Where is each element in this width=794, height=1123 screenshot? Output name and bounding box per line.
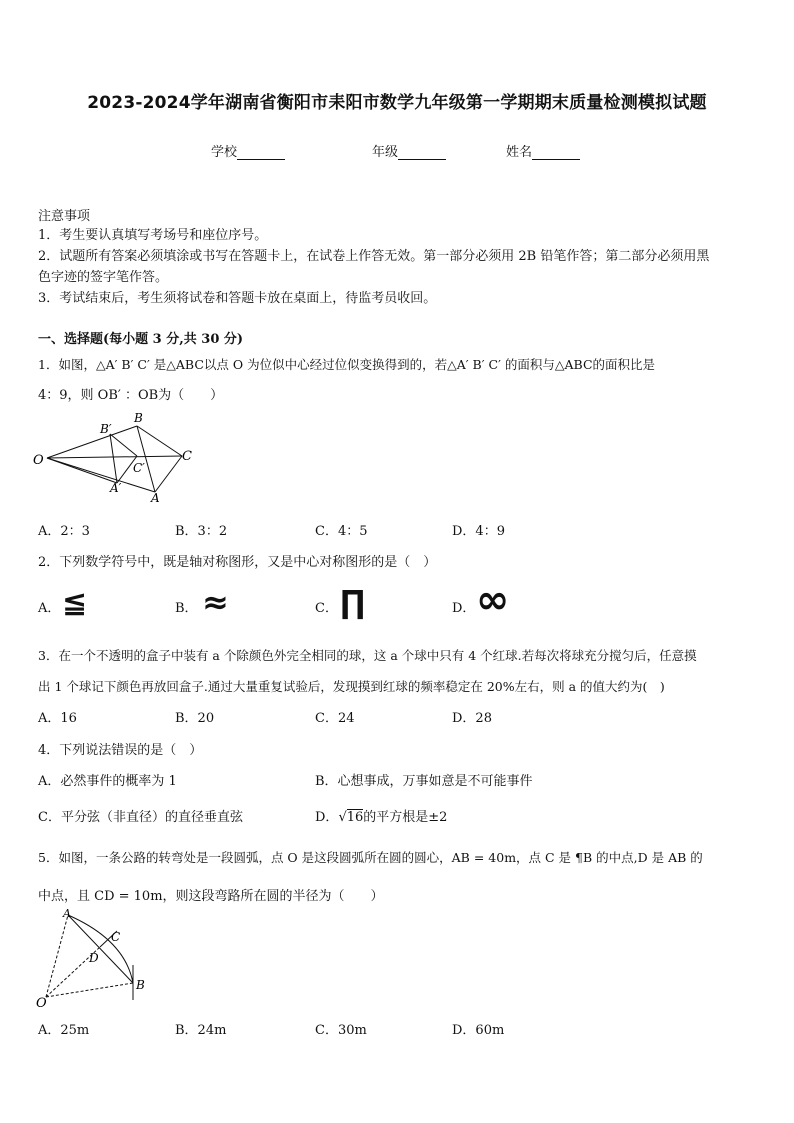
q4-option-d[interactable] bbox=[315, 806, 447, 825]
q4-option-c[interactable]: C．平分弦（非直径）的直径垂直弦 bbox=[38, 810, 243, 825]
q2-option-c[interactable] bbox=[315, 597, 338, 616]
q5-label-O: O bbox=[36, 996, 47, 1010]
q1-stem-cont: 4：9，则 OB′ ：OB为（ ） bbox=[38, 388, 224, 403]
q4-option-d-radicand: 16 bbox=[346, 810, 364, 825]
q2-option-c-label: C． bbox=[315, 601, 338, 616]
notice-item-2-cont: 色字迹的签字笔作答。 bbox=[38, 270, 169, 285]
q3-option-b[interactable]: B．20 bbox=[175, 711, 215, 726]
section-heading: 一、选择题(每小题 3 分,共 30 分) bbox=[38, 332, 244, 347]
q2-option-b[interactable] bbox=[175, 597, 198, 616]
grade-label: 年级 bbox=[372, 145, 399, 160]
notice-item-2: 2．试题所有答案必须填涂或书写在答题卡上，在试卷上作答无效。第一部分必须用 2B 铅笔作答；第二部分必须用黑 bbox=[38, 249, 710, 264]
q1-label-B: B bbox=[134, 411, 143, 425]
q1-label-C: C bbox=[182, 449, 192, 464]
q2-option-a[interactable] bbox=[38, 597, 60, 616]
approx-symbol-icon: ≈ bbox=[202, 583, 229, 621]
product-symbol-icon: ∏ bbox=[340, 583, 366, 621]
less-equal-symbol-icon: ≦ bbox=[62, 585, 88, 620]
school-field bbox=[211, 141, 285, 160]
q5-stem-cont: 中点，且 CD = 10m，则这段弯路所在圆的半径为（ ） bbox=[38, 889, 384, 904]
q2-stem: 2．下列数学符号中，既是轴对称图形，又是中心对称图形的是（ ） bbox=[38, 555, 437, 570]
q3-option-c[interactable]: C．24 bbox=[315, 711, 355, 726]
infinity-symbol-icon: ∞ bbox=[476, 577, 510, 623]
q1-option-b[interactable]: B．3：2 bbox=[175, 524, 228, 539]
q1-label-O: O bbox=[33, 453, 44, 468]
q4-option-a[interactable]: A．必然事件的概率为 1 bbox=[38, 774, 177, 789]
q5-option-a[interactable]: A．25m bbox=[38, 1023, 90, 1038]
q3-stem: 3．在一个不透明的盒子中装有 a 个除颜色外完全相同的球，这 a 个球中只有 4 个红球.若每次将球充分搅匀后，任意摸 bbox=[38, 648, 697, 663]
q5-label-D: D bbox=[89, 951, 99, 965]
q1-stem: 1．如图，△A′ B′ C′ 是△ABC以点 O 为位似中心经过位似变换得到的，若△A′ B′ C′ 的面积与△ABC的面积比是 bbox=[38, 357, 656, 372]
q1-figure bbox=[30, 408, 200, 508]
q3-option-d[interactable]: D．28 bbox=[452, 711, 492, 726]
notice-item-3: 3．考试结束后，考生须将试卷和答题卡放在桌面上，待监考员收回。 bbox=[38, 291, 437, 306]
q5-option-c[interactable]: C．30m bbox=[315, 1023, 367, 1038]
q5-label-A: A bbox=[63, 907, 71, 920]
q2-option-d[interactable] bbox=[452, 597, 475, 616]
q1-option-c[interactable]: C．4：5 bbox=[315, 524, 368, 539]
q5-label-B: B bbox=[136, 978, 145, 992]
q2-option-b-label: B． bbox=[175, 601, 198, 616]
q4-option-d-prefix: D． bbox=[315, 810, 339, 825]
q4-option-b[interactable]: B．心想事成，万事如意是不可能事件 bbox=[315, 774, 533, 789]
q2-option-d-label: D． bbox=[452, 601, 476, 616]
name-label: 姓名 bbox=[506, 145, 533, 160]
q1-option-d[interactable]: D．4：9 bbox=[452, 524, 505, 539]
q1-label-A: A bbox=[151, 491, 160, 505]
exam-title: 2023-2024学年湖南省衡阳市耒阳市数学九年级第一学期期末质量检测模拟试题 bbox=[87, 93, 707, 113]
q1-option-a[interactable]: A．2：3 bbox=[38, 524, 90, 539]
q3-stem-cont: 出 1 个球记下颜色再放回盒子.通过大量重复试验后，发现摸到红球的频率稳定在 20%左右，则 a 的值大约为( ) bbox=[38, 679, 665, 694]
notice-heading: 注意事项 bbox=[38, 209, 91, 224]
q2-option-a-label: A． bbox=[38, 601, 61, 616]
q3-option-a[interactable]: A．16 bbox=[38, 711, 77, 726]
school-label: 学校 bbox=[211, 145, 238, 160]
q1-label-B1: B′ bbox=[100, 422, 112, 436]
name-blank bbox=[532, 147, 580, 160]
school-blank bbox=[237, 147, 285, 160]
grade-blank bbox=[398, 147, 446, 160]
name-field bbox=[506, 141, 580, 160]
q5-label-C: C bbox=[111, 930, 121, 944]
grade-field bbox=[372, 141, 446, 160]
q5-stem: 5．如图，一条公路的转弯处是一段圆弧，点 O 是这段圆弧所在圆的圆心，AB = 40m，点 C 是 ¶B 的中点,D 是 AB 的 bbox=[38, 850, 703, 865]
q1-label-A1: A′ bbox=[110, 481, 122, 495]
sqrt-icon: √ bbox=[338, 810, 347, 825]
q5-figure bbox=[30, 905, 160, 1010]
q4-option-d-suffix: 的平方根是±2 bbox=[363, 810, 448, 825]
q5-option-b[interactable]: B．24m bbox=[175, 1023, 227, 1038]
notice-item-1: 1．考生要认真填写考场号和座位序号。 bbox=[38, 228, 268, 243]
q5-option-d[interactable]: D．60m bbox=[452, 1023, 505, 1038]
q1-label-C1: C′ bbox=[133, 461, 145, 475]
q4-stem: 4．下列说法错误的是（ ） bbox=[38, 743, 203, 758]
